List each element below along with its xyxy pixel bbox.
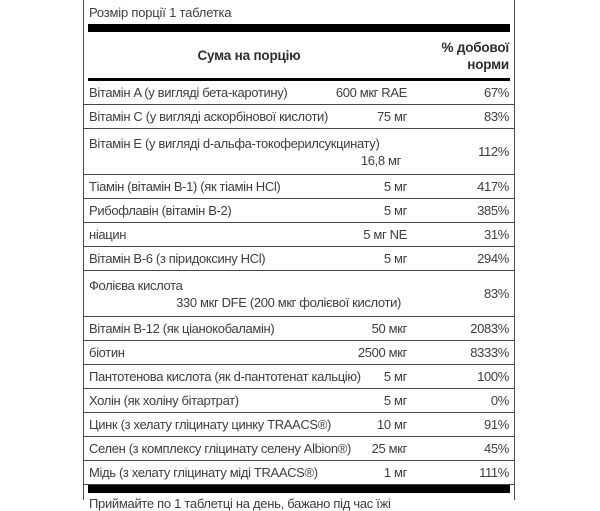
nutrient-name: Цинк (з хелату гліцинату цинку TRAACS®) (89, 417, 331, 432)
nutrient-main-cell (89, 465, 411, 480)
nutrient-row (84, 271, 514, 317)
nutrient-name: Вітамін B-12 (як ціанокобаламін) (89, 321, 275, 336)
nutrient-row (84, 105, 514, 129)
nutrient-name: біотин (89, 345, 125, 360)
nutrient-row (84, 223, 514, 247)
nutrient-main-cell (89, 441, 411, 456)
nutrient-amount: 5 мг (383, 369, 407, 384)
column-header-daily-value-line1: % добової (441, 40, 509, 55)
nutrient-main-cell (89, 275, 411, 313)
nutrient-amount: 1 мг (383, 465, 407, 480)
nutrient-daily-value: 2083% (470, 321, 509, 336)
nutrient-name: Мідь (з хелату гліцинату міді TRAACS®) (89, 465, 318, 480)
nutrient-name: Вітамін A (у вигляді бета-каротину) (89, 85, 288, 100)
divider-thick-bottom (88, 485, 510, 493)
nutrient-row (84, 461, 514, 485)
nutrient-daily-value: 0% (490, 393, 509, 408)
nutrient-amount: 5 мг (383, 179, 407, 194)
nutrient-main-cell (89, 417, 411, 432)
nutrient-name: Вітамін B-6 (з піридоксину HCl) (89, 251, 266, 266)
nutrient-main-cell (89, 393, 411, 408)
nutrient-amount: 600 мкг RAE (335, 85, 407, 100)
nutrient-amount: 25 мкг (371, 441, 407, 456)
column-header-daily-value (409, 32, 509, 78)
nutrient-name: Холін (як холіну бітартрат) (89, 393, 239, 408)
nutrient-daily-value: 83% (484, 286, 509, 301)
nutrient-daily-value: 8333% (470, 345, 509, 360)
nutrient-row (84, 175, 514, 199)
nutrient-row (84, 247, 514, 271)
nutrient-main-cell (89, 251, 411, 266)
nutrient-row (84, 365, 514, 389)
nutrient-amount: 5 мг (383, 393, 407, 408)
clipped-bottom-text: Приймайте по 1 таблетці на день, бажано під час їжі (89, 496, 391, 511)
nutrient-name: Селен (з комплексу гліцинату селену Albion®) (89, 441, 352, 456)
serving-size-label: Розмір порції 1 таблетка (89, 5, 232, 20)
nutrient-main-cell (89, 345, 411, 360)
nutrient-amount: 2500 мкг (357, 345, 407, 360)
nutrient-name: ніацин (89, 227, 127, 242)
nutrient-name: Рибофлавін (вітамін B-2) (89, 203, 232, 218)
nutrient-amount: 330 мкг DFE (200 мкг фолієвої кислоти) (176, 294, 401, 310)
divider-thick-top (88, 24, 510, 32)
nutrient-row (84, 199, 514, 223)
nutrient-row (84, 81, 514, 105)
nutrient-row (84, 317, 514, 341)
nutrient-name: Вітамін C (у вигляді аскорбінової кислоти) (89, 109, 328, 124)
nutrient-daily-value: 83% (484, 109, 509, 124)
column-header-daily-value-line2: норми (467, 57, 509, 72)
nutrient-amount: 16,8 мг (360, 152, 401, 168)
nutrient-daily-value: 111% (479, 465, 509, 480)
nutrient-daily-value: 45% (484, 441, 509, 456)
nutrient-rows (84, 81, 514, 485)
nutrient-row (84, 437, 514, 461)
nutrient-main-cell (89, 321, 411, 336)
nutrient-name: Вітамін E (у вигляді d-альфа-токоферилсукцинату) (89, 135, 380, 151)
nutrient-main-cell (89, 203, 411, 218)
nutrient-main-cell (89, 85, 411, 100)
nutrient-amount: 10 мг (376, 417, 407, 432)
nutrient-main-cell (89, 227, 411, 242)
nutrient-amount: 5 мг (383, 203, 407, 218)
nutrient-main-cell (89, 369, 411, 384)
nutrient-row (84, 341, 514, 365)
nutrient-daily-value: 294% (477, 251, 509, 266)
nutrient-row (84, 413, 514, 437)
nutrient-main-cell (89, 109, 411, 124)
supplement-facts-panel (83, 0, 515, 511)
nutrient-daily-value: 385% (477, 203, 509, 218)
nutrient-daily-value: 100% (477, 369, 509, 384)
column-header-amount-per-serving: Сума на порцію (197, 47, 301, 63)
nutrient-amount: 75 мг (376, 109, 407, 124)
nutrient-name: Тіамін (вітамін B-1) (як тіамін HCl) (89, 179, 281, 194)
nutrient-daily-value: 67% (484, 85, 509, 100)
nutrient-main-cell (89, 179, 411, 194)
table-header (84, 32, 514, 78)
nutrient-amount: 50 мкг (371, 321, 407, 336)
nutrient-name: Фолієва кислота (89, 277, 183, 293)
nutrient-amount: 5 мг NE (363, 227, 407, 242)
nutrient-row (84, 389, 514, 413)
nutrient-daily-value: 31% (484, 227, 509, 242)
nutrient-daily-value: 91% (484, 417, 509, 432)
nutrient-amount: 5 мг (383, 251, 407, 266)
nutrient-name: Пантотенова кислота (як d-пантотенат кальцію) (89, 369, 361, 384)
nutrient-row (84, 129, 514, 175)
nutrient-main-cell (89, 133, 411, 171)
nutrient-daily-value: 112% (478, 144, 509, 159)
nutrient-daily-value: 417% (477, 179, 509, 194)
